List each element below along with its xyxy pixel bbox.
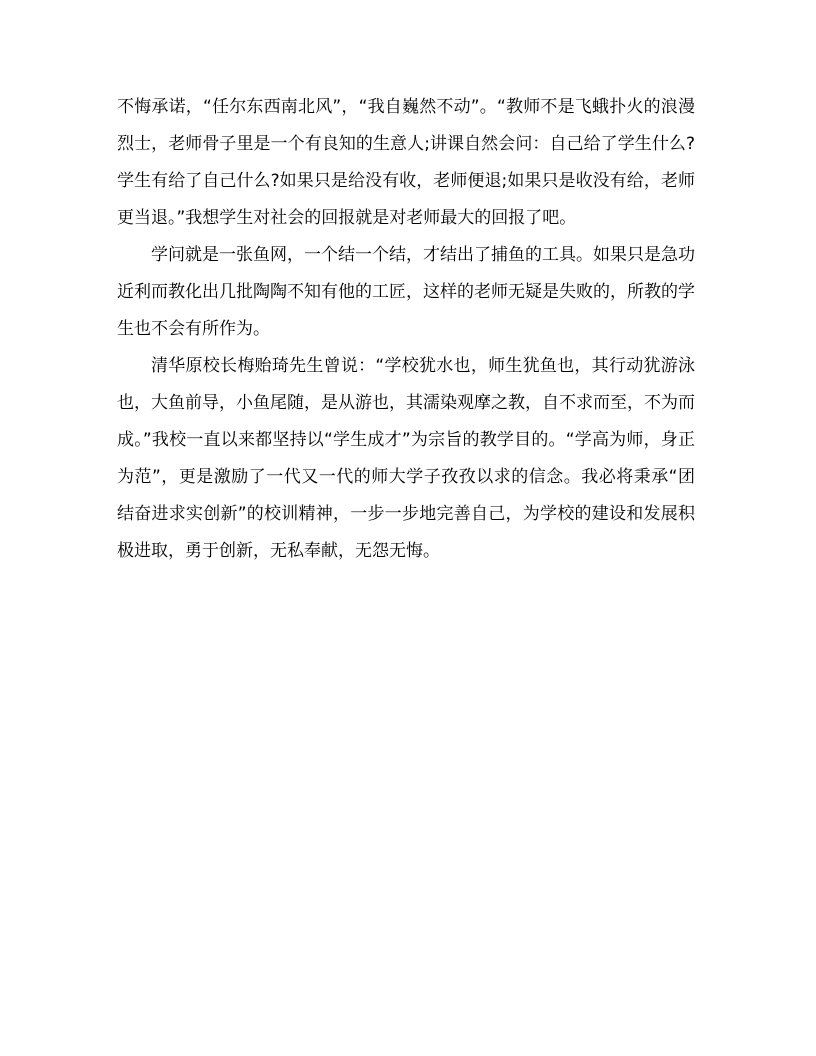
paragraph-3: 清华原校长梅贻琦先生曾说：“学校犹水也，师生犹鱼也，其行动犹游泳也，大鱼前导，小鱼尾随，是从游也，其濡染观摩之教，自不求而至，不为而成。”我校一直以来都坚持以“学生成才”为宗旨的教学目的。“学高为师，身正为范”，更是激励了一代又一代的师大学子孜孜以求的信念。我必将秉承“团结奋进求实创新”的校训精神，一步一步地完善自己，为学校的建设和发展积极进取，勇于创新，无私奉献，无怨无悔。: [117, 356, 695, 561]
document-body: [117, 89, 695, 570]
paragraph-1: 不悔承诺，“任尔东西南北风”，“我自巍然不动”。“教师不是飞蛾扑火的浪漫烈士，老师骨子里是一个有良知的生意人;讲课自然会问：自己给了学生什么?学生有给了自己什么?如果只是给没有收，老师便退;如果只是收没有给，老师更当退。”我想学生对社会的回报就是对老师最大的回报了吧。: [117, 97, 695, 228]
paragraph-2: 学问就是一张鱼网，一个结一个结，才结出了捕鱼的工具。如果只是急功近利而教化出几批陶陶不知有他的工匠，这样的老师无疑是失败的，所教的学生也不会有所作为。: [117, 245, 695, 339]
